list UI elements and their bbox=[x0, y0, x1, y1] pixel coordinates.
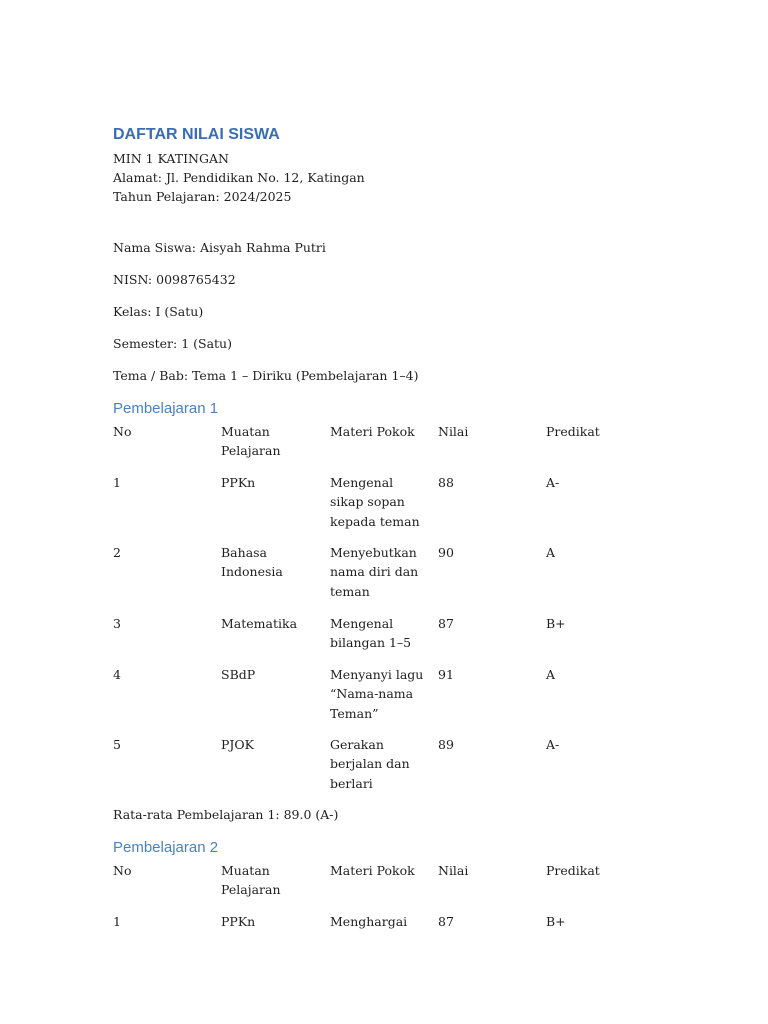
row-topic: Mengenal bilangan 1–5 bbox=[330, 616, 412, 651]
row-grade: A- bbox=[546, 737, 560, 752]
row-subject: Matematika bbox=[221, 616, 298, 631]
header-topic: Materi Pokok bbox=[330, 424, 415, 439]
row-subject: PPKn bbox=[221, 914, 256, 929]
row-grade: B+ bbox=[546, 914, 566, 929]
row-topic: Menyanyi lagu “Nama-nama Teman” bbox=[330, 667, 424, 721]
row-subject: SBdP bbox=[221, 667, 256, 682]
row-no: 2 bbox=[113, 545, 121, 560]
student-class: Kelas: I (Satu) bbox=[113, 304, 204, 319]
student-theme: Tema / Bab: Tema 1 – Diriku (Pembelajaran 1–4) bbox=[113, 368, 419, 383]
row-no: 3 bbox=[113, 616, 121, 631]
section-heading-1: Pembelajaran 1 bbox=[113, 400, 219, 417]
school-address: Alamat: Jl. Pendidikan No. 12, Katingan bbox=[113, 170, 365, 185]
header-no: No bbox=[113, 863, 132, 878]
row-topic: Menghargai bbox=[330, 914, 408, 929]
row-grade: A bbox=[546, 667, 556, 682]
row-topic: Gerakan berjalan dan berlari bbox=[330, 737, 410, 791]
student-semester: Semester: 1 (Satu) bbox=[113, 336, 232, 351]
school-name: MIN 1 KATINGAN bbox=[113, 151, 229, 166]
document-title: DAFTAR NILAI SISWA bbox=[113, 126, 280, 143]
row-grade: B+ bbox=[546, 616, 566, 631]
row-topic: Mengenal sikap sopan kepada teman bbox=[330, 475, 420, 529]
row-topic: Menyebutkan nama diri dan teman bbox=[330, 545, 419, 599]
header-grade: Predikat bbox=[546, 424, 600, 439]
row-subject: Bahasa Indonesia bbox=[221, 545, 283, 580]
student-nisn: NISN: 0098765432 bbox=[113, 272, 236, 287]
section-average-1: Rata-rata Pembelajaran 1: 89.0 (A-) bbox=[113, 807, 339, 822]
row-grade: A bbox=[546, 545, 556, 560]
row-score: 87 bbox=[438, 616, 454, 631]
header-no: No bbox=[113, 424, 132, 439]
header-subject: Muatan Pelajaran bbox=[221, 863, 281, 898]
row-subject: PPKn bbox=[221, 475, 256, 490]
row-score: 90 bbox=[438, 545, 454, 560]
section-heading-2: Pembelajaran 2 bbox=[113, 839, 219, 856]
header-subject: Muatan Pelajaran bbox=[221, 424, 281, 459]
row-subject: PJOK bbox=[221, 737, 255, 752]
row-no: 1 bbox=[113, 914, 121, 929]
row-score: 88 bbox=[438, 475, 454, 490]
row-score: 89 bbox=[438, 737, 454, 752]
header-score: Nilai bbox=[438, 863, 469, 878]
school-year: Tahun Pelajaran: 2024/2025 bbox=[113, 189, 292, 204]
row-no: 1 bbox=[113, 475, 121, 490]
row-no: 4 bbox=[113, 667, 121, 682]
row-score: 91 bbox=[438, 667, 454, 682]
row-no: 5 bbox=[113, 737, 121, 752]
student-name: Nama Siswa: Aisyah Rahma Putri bbox=[113, 240, 326, 255]
row-grade: A- bbox=[546, 475, 560, 490]
header-grade: Predikat bbox=[546, 863, 600, 878]
header-topic: Materi Pokok bbox=[330, 863, 415, 878]
row-score: 87 bbox=[438, 914, 454, 929]
header-score: Nilai bbox=[438, 424, 469, 439]
